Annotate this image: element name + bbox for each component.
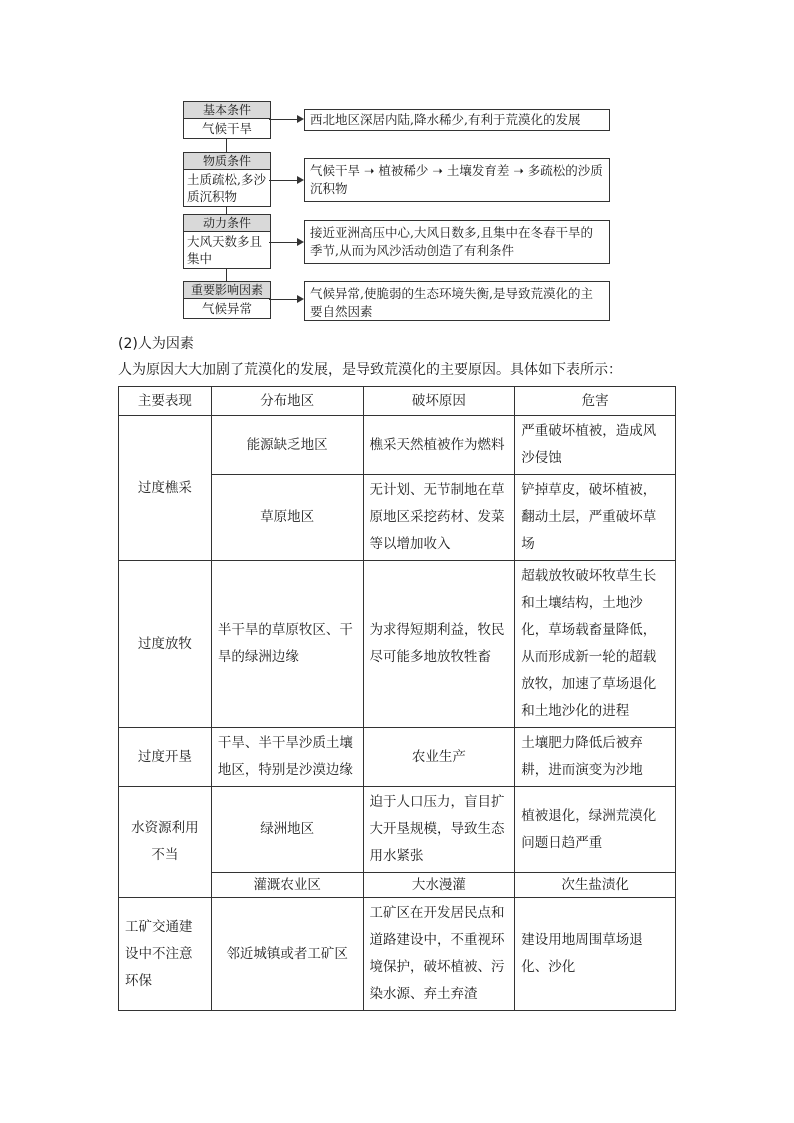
cell-harm: 超载放牧破坏牧草生长和土壤结构，土地沙化，草场载畜量降低，从而形成新一轮的超载放牧，加速了草场退化和土地沙化的进程	[515, 561, 676, 728]
column-header: 分布地区	[211, 387, 363, 416]
factor-box-dynamic	[183, 214, 271, 269]
cell-main: 过度放牧	[119, 561, 212, 728]
factor-description: 气候干旱 ➝ 植被稀少 ➝ 土壤发育差 ➝ 多疏松的沙质沉积物	[304, 158, 610, 202]
factor-description: 接近亚洲高压中心,大风日数多,且集中在冬春干旱的季节,从而为风沙活动创造了有利条件	[304, 220, 610, 264]
cell-harm: 建设用地周围草场退化、沙化	[515, 898, 676, 1011]
arrow-right-icon	[297, 295, 304, 303]
cell-cause: 为求得短期利益，牧民尽可能多地放牧牲畜	[363, 561, 515, 728]
column-header: 主要表现	[119, 387, 212, 416]
arrow-right-icon	[297, 115, 304, 123]
factor-header: 基本条件	[184, 102, 270, 119]
cell-cause: 大水漫灌	[363, 873, 515, 898]
cell-harm: 严重破坏植被，造成风沙侵蚀	[515, 416, 676, 475]
table-row	[119, 787, 676, 873]
arrow-line	[269, 180, 298, 181]
cell-cause: 樵采天然植被作为燃料	[363, 416, 515, 475]
arrow-right-icon	[297, 238, 304, 246]
section-title: (2)人为因素	[118, 336, 194, 352]
factor-header: 重要影响因素	[184, 282, 270, 299]
cell-main: 过度樵采	[119, 416, 212, 561]
column-header: 危害	[515, 387, 676, 416]
cell-cause: 迫于人口压力，盲目扩大开垦规模，导致生态用水紧张	[363, 787, 515, 873]
factor-body: 大风天数多且集中	[187, 234, 263, 266]
cell-cause: 无计划、无节制地在草原地区采挖药材、发菜等以增加收入	[363, 475, 515, 561]
cell-region: 绿洲地区	[211, 787, 363, 873]
factor-body: 土质疏松,多沙质沉积物	[187, 172, 266, 204]
table-header-row	[119, 387, 676, 416]
connector-line	[226, 206, 227, 214]
factor-header: 动力条件	[184, 215, 270, 232]
cell-region: 干旱、半干旱沙质土壤地区，特别是沙漠边缘	[211, 728, 363, 787]
cell-region: 草原地区	[211, 475, 363, 561]
arrow-line	[269, 242, 298, 243]
intro-paragraph: 人为原因大大加剧了荒漠化的发展，是导致荒漠化的主要原因。具体如下表所示：	[118, 362, 622, 378]
human-factors-table	[118, 386, 676, 1011]
cell-region: 邻近城镇或者工矿区	[211, 898, 363, 1011]
column-header: 破坏原因	[363, 387, 515, 416]
table-row	[119, 561, 676, 728]
factor-diagram	[0, 0, 794, 330]
cell-main: 工矿交通建设中不注意环保	[119, 898, 212, 1011]
table-row	[119, 898, 676, 1011]
factor-box-basic	[183, 101, 271, 139]
factor-header: 物质条件	[184, 153, 270, 170]
cell-region: 半干旱的草原牧区、干旱的绿洲边缘	[211, 561, 363, 728]
cell-harm: 次生盐渍化	[515, 873, 676, 898]
cell-harm: 植被退化，绿洲荒漠化问题日趋严重	[515, 787, 676, 873]
cell-main: 过度开垦	[119, 728, 212, 787]
cell-cause: 农业生产	[363, 728, 515, 787]
factor-box-material	[183, 152, 271, 207]
cell-main: 水资源利用不当	[119, 787, 212, 898]
cell-region: 能源缺乏地区	[211, 416, 363, 475]
table-row	[119, 728, 676, 787]
arrow-line	[269, 119, 298, 120]
connector-line	[226, 269, 227, 281]
arrow-right-icon	[297, 176, 304, 184]
factor-body: 气候干旱	[201, 121, 252, 136]
arrow-line	[269, 299, 298, 300]
cell-harm: 土壤肥力降低后被弃耕，进而演变为沙地	[515, 728, 676, 787]
factor-box-important	[183, 281, 271, 319]
factor-description: 气候异常,使脆弱的生态环境失衡,是导致荒漠化的主要自然因素	[304, 281, 610, 321]
cell-cause: 工矿区在开发居民点和道路建设中，不重视环境保护，破坏植被、污染水源、弃土弃渣	[363, 898, 515, 1011]
factor-body: 气候异常	[201, 301, 252, 316]
cell-region: 灌溉农业区	[211, 873, 363, 898]
factor-description: 西北地区深居内陆,降水稀少,有利于荒漠化的发展	[304, 109, 610, 131]
table-row	[119, 416, 676, 475]
cell-harm: 铲掉草皮，破坏植被，翻动土层，严重破坏草场	[515, 475, 676, 561]
connector-line	[226, 138, 227, 152]
